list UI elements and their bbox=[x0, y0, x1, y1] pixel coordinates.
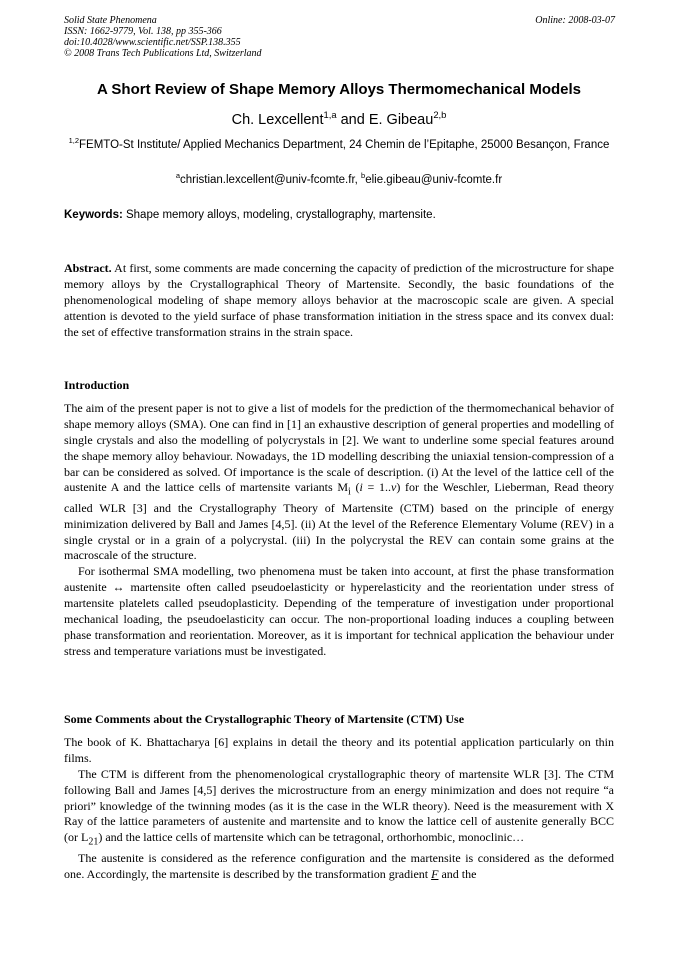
authors-and: and bbox=[336, 112, 369, 128]
intro-p1-text-a: The aim of the present paper is not to give a list of models for the prediction of the thermomechanical behavior of shape memory alloys (SMA). One can find in [1] an exhaustive description of general properties and modelling of single crystals and also the modelling of polycrystals in [2]. We want to underline some special features around the shape memory alloy behaviour. Nowadays, the 1D modelling describing the uniaxial tension-compression of a bar can be considered as solved. Of importance is the scale of description. (i) At the level of the lattice cell of the austenite A and the lattice cells of martensite variants M bbox=[64, 400, 614, 495]
email-a-sup: a bbox=[175, 171, 180, 181]
ctm-section bbox=[64, 712, 614, 882]
authors bbox=[40, 109, 638, 128]
keywords bbox=[64, 209, 614, 221]
copyright: © 2008 Trans Tech Publications Ltd, Switzerland bbox=[64, 48, 262, 59]
intro-p1-sub: i bbox=[348, 486, 351, 498]
online-date: Online: 2008-03-07 bbox=[535, 15, 615, 26]
emails bbox=[40, 171, 638, 186]
ctm-p3-text-b: and the bbox=[438, 866, 477, 881]
author-2: E. Gibeau bbox=[368, 112, 434, 128]
keywords-text: Shape memory alloys, modeling, crystallography, martensite. bbox=[122, 209, 436, 221]
abstract bbox=[64, 261, 614, 341]
abstract-label: Abstract. bbox=[64, 261, 112, 275]
intro-p1-paren: ( bbox=[350, 480, 360, 495]
journal-name: Solid State Phenomena bbox=[64, 15, 157, 26]
intro-p1-math-i: i bbox=[359, 480, 363, 495]
author-1-sup: 1,a bbox=[323, 109, 337, 121]
ctm-paragraph-3 bbox=[64, 851, 614, 883]
ctm-p2-text-b: ) and the lattice cells of martensite which can be tetragonal, orthorhombic, monoclinic… bbox=[98, 830, 525, 845]
email-a[interactable]: christian.lexcellent@univ-fcomte.fr, bbox=[179, 174, 362, 186]
journal-header bbox=[64, 15, 262, 59]
ctm-paragraph-2 bbox=[64, 767, 614, 851]
author-2-sup: 2,b bbox=[433, 109, 447, 121]
intro-p1-range: = 1.. bbox=[362, 480, 391, 495]
abstract-text: At first, some comments are made concerning the capacity of prediction of the microstructure for shape memory alloys by the Crystallographical Theory of Martensite. Secondly, the basic foundations of the phenomenological modeling of shape memory alloys behavior at the macroscopic scale are given. A special attention is devoted to the yield surface of phase transformation initiation in the stress space and its convex dual: the set of effective transformation strains in the strain space. bbox=[64, 261, 614, 339]
issn: ISSN: 1662-9779, Vol. 138, pp 355-366 bbox=[64, 26, 222, 37]
introduction-heading: Introduction bbox=[64, 378, 130, 392]
email-b-sup: b bbox=[361, 171, 366, 181]
email-b[interactable]: elie.gibeau@univ-fcomte.fr bbox=[365, 174, 503, 186]
affiliation bbox=[64, 138, 614, 153]
keywords-label: Keywords: bbox=[64, 209, 123, 221]
affiliation-sup: 1,2 bbox=[68, 136, 80, 146]
paper-title: A Short Review of Shape Memory Alloys Thermomechanical Models bbox=[96, 81, 581, 98]
affiliation-text: FEMTO-St Institute/ Applied Mechanics Department, 24 Chemin de l’Epitaphe, 25000 Besançon, France bbox=[79, 139, 610, 151]
ctm-p3-text-a: The austenite is considered as the reference configuration and the martensite is considered as the deformed one. Accordingly, the martensite is described by the transformation gradient bbox=[64, 850, 614, 881]
intro-p1-text-b: ) for the Weschler, Lieberman, Read theory called WLR [3] and the Crystallography Theory of Martensite (CTM) based on the principle of energy minimization delivered by Ball and James [4,5]. (ii) At the level of the Reference Elementary Volume (REV) in a single crystal or in a grain of a polycrystal. (iii) In the polycrystal the REV can contain some grains at the macroscale of the structure. bbox=[64, 480, 614, 563]
author-1: Ch. Lexcellent bbox=[231, 112, 324, 128]
intro-p1-math-nu: ν bbox=[391, 480, 397, 495]
ctm-heading: Some Comments about the Crystallographic Theory of Martensite (CTM) Use bbox=[64, 712, 465, 726]
introduction-paragraph-1 bbox=[64, 401, 614, 564]
ctm-paragraph-1: The book of K. Bhattacharya [6] explains in detail the theory and its potential application particularly on thin films. bbox=[64, 734, 614, 765]
ctm-p2-sub: 21 bbox=[88, 836, 99, 848]
doi: doi:10.4028/www.scientific.net/SSP.138.355 bbox=[64, 37, 241, 48]
ctm-p2-text-a: The CTM is different from the phenomenological crystallographic theory of martensite WLR [3]. The CTM following Ball and James [4,5] derives the microstructure from an energy minimization and does not require “a priori” knowledge of the twinning modes (as it is the case in the WLR theory). Need is the measurement with X Ray of the lattice parameters of austenite and martensite and to know the lattice cell of austenite generally BCC (or L bbox=[64, 766, 614, 845]
introduction-paragraph-2: For isothermal SMA modelling, two phenomena must be taken into account, at first the phase transformation austenite ↔ martensite often called pseudoelasticity or hyperelasticity and the reorientation under stress of martensite platelets called pseudoplasticity. Depending of the temperature of investigation under proportional mechanical loading, the pseudoelasticity can occur. The non-proportional loading induces a coupling between phase transformation and reorientation. Moreover, as it is important for technical application the behaviour under stress and temperature variations must be investigated. bbox=[64, 564, 614, 658]
introduction-section bbox=[64, 378, 614, 660]
ctm-p3-math-f: F bbox=[431, 866, 439, 881]
